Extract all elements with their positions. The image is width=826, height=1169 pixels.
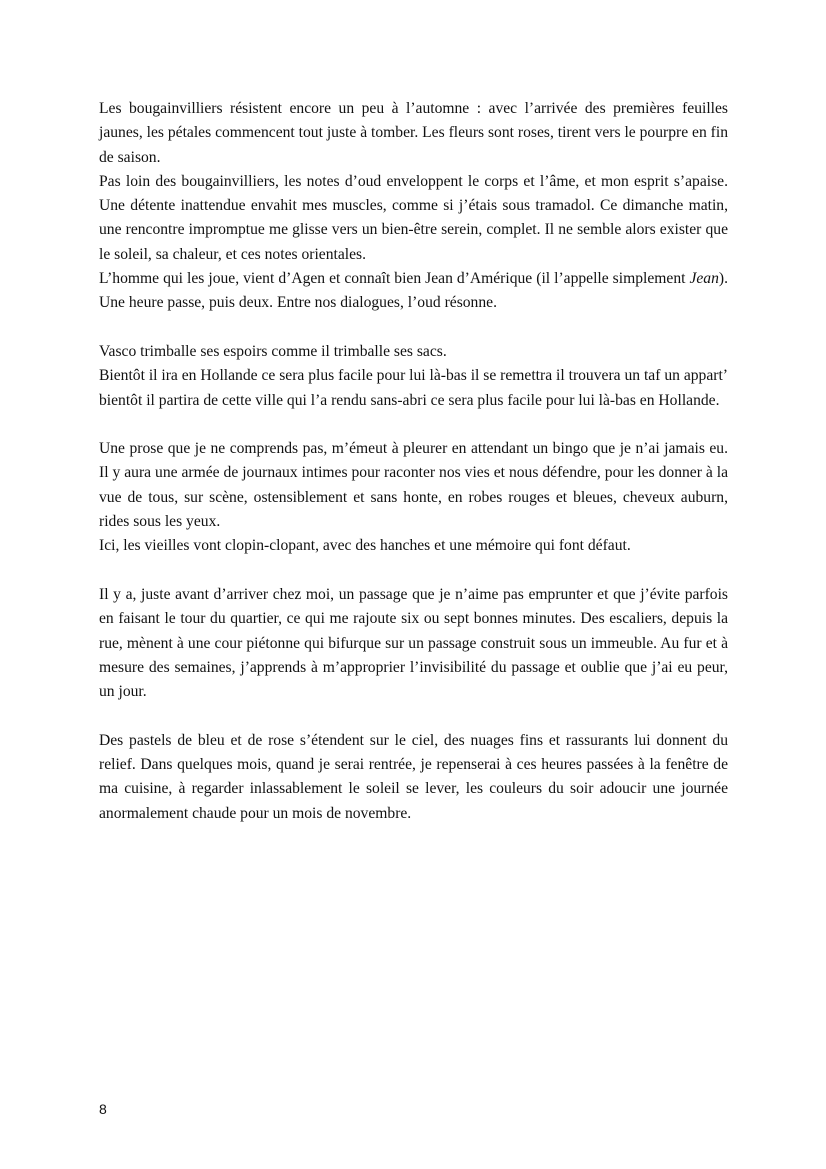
paragraph-gap [99, 559, 728, 583]
italic-name: Jean [689, 270, 719, 288]
paragraph-text: L’homme qui les joue, vient d’Agen et connaît bien Jean d’Amérique (il l’appelle simplement [99, 270, 690, 288]
paragraph: Il y a, juste avant d’arriver chez moi, un passage que je n’aime pas emprunter et que j’évite parfois en faisant le tour du quartier, ce qui me rajoute six ou sept bonnes minutes. Des escaliers, depuis la rue, mènent à une cour piétonne qui bifurque sur un passage construit sous un immeuble. Au fur et à mesure des semaines, j’apprends à m’approprier l’invisibilité du passage et oublie que j’ai eu peur, un jour. [99, 585, 728, 701]
paragraph-gap [99, 413, 728, 437]
paragraph [99, 267, 728, 316]
paragraph-gap [99, 316, 728, 340]
paragraph: Les bougainvilliers résistent encore un peu à l’automne : avec l’arrivée des premières feuilles jaunes, les pétales commencent tout juste à tomber. Les fleurs sont roses, tirent vers le pourpre en fin de saison. [99, 100, 728, 166]
paragraph-gap [99, 704, 728, 728]
page-number: 8 [99, 1101, 107, 1117]
paragraph: Bientôt il ira en Hollande ce sera plus facile pour lui là-bas il se remettra il trouvera un taf un appart’ bientôt il partira de cette ville qui l’a rendu sans-abri ce sera plus facile pour lui là-bas en Hollande. [99, 367, 728, 409]
paragraph: Une prose que je ne comprends pas, m’émeut à pleurer en attendant un bingo que je n’ai jamais eu. Il y aura une armée de journaux intimes pour raconter nos vies et nous défendre, pour les donner à la vue de tous, sur scène, ostensiblement et sans honte, en robes rouges et bleues, cheveux auburn, rides sous les yeux. [99, 440, 728, 531]
paragraph: Pas loin des bougainvilliers, les notes d’oud enveloppent le corps et l’âme, et mon esprit s’apaise. Une détente inattendue envahit mes muscles, comme si j’étais sous tramadol. Ce dimanche matin, une rencontre impromptue me glisse vers un bien-être serein, complet. Il ne semble alors exister que le soleil, sa chaleur, et ces notes orientales. [99, 172, 728, 263]
paragraph-text: ). Une heure passe, puis deux. Entre nos dialogues, l’oud résonne. [99, 270, 728, 312]
paragraph: Des pastels de bleu et de rose s’étendent sur le ciel, des nuages fins et rassurants lui donnent du relief. Dans quelques mois, quand je serai rentrée, je repenserai à ces heures passées à la fenêtre de ma cuisine, à regarder inlassablement le soleil se lever, les couleurs du soir adoucir une journée anormalement chaude pour un mois de novembre. [99, 731, 728, 822]
paragraph: Ici, les vieilles vont clopin-clopant, avec des hanches et une mémoire qui font défaut. [99, 537, 631, 555]
body-text [99, 97, 728, 826]
paragraph: Vasco trimballe ses espoirs comme il trimballe ses sacs. [99, 342, 447, 360]
